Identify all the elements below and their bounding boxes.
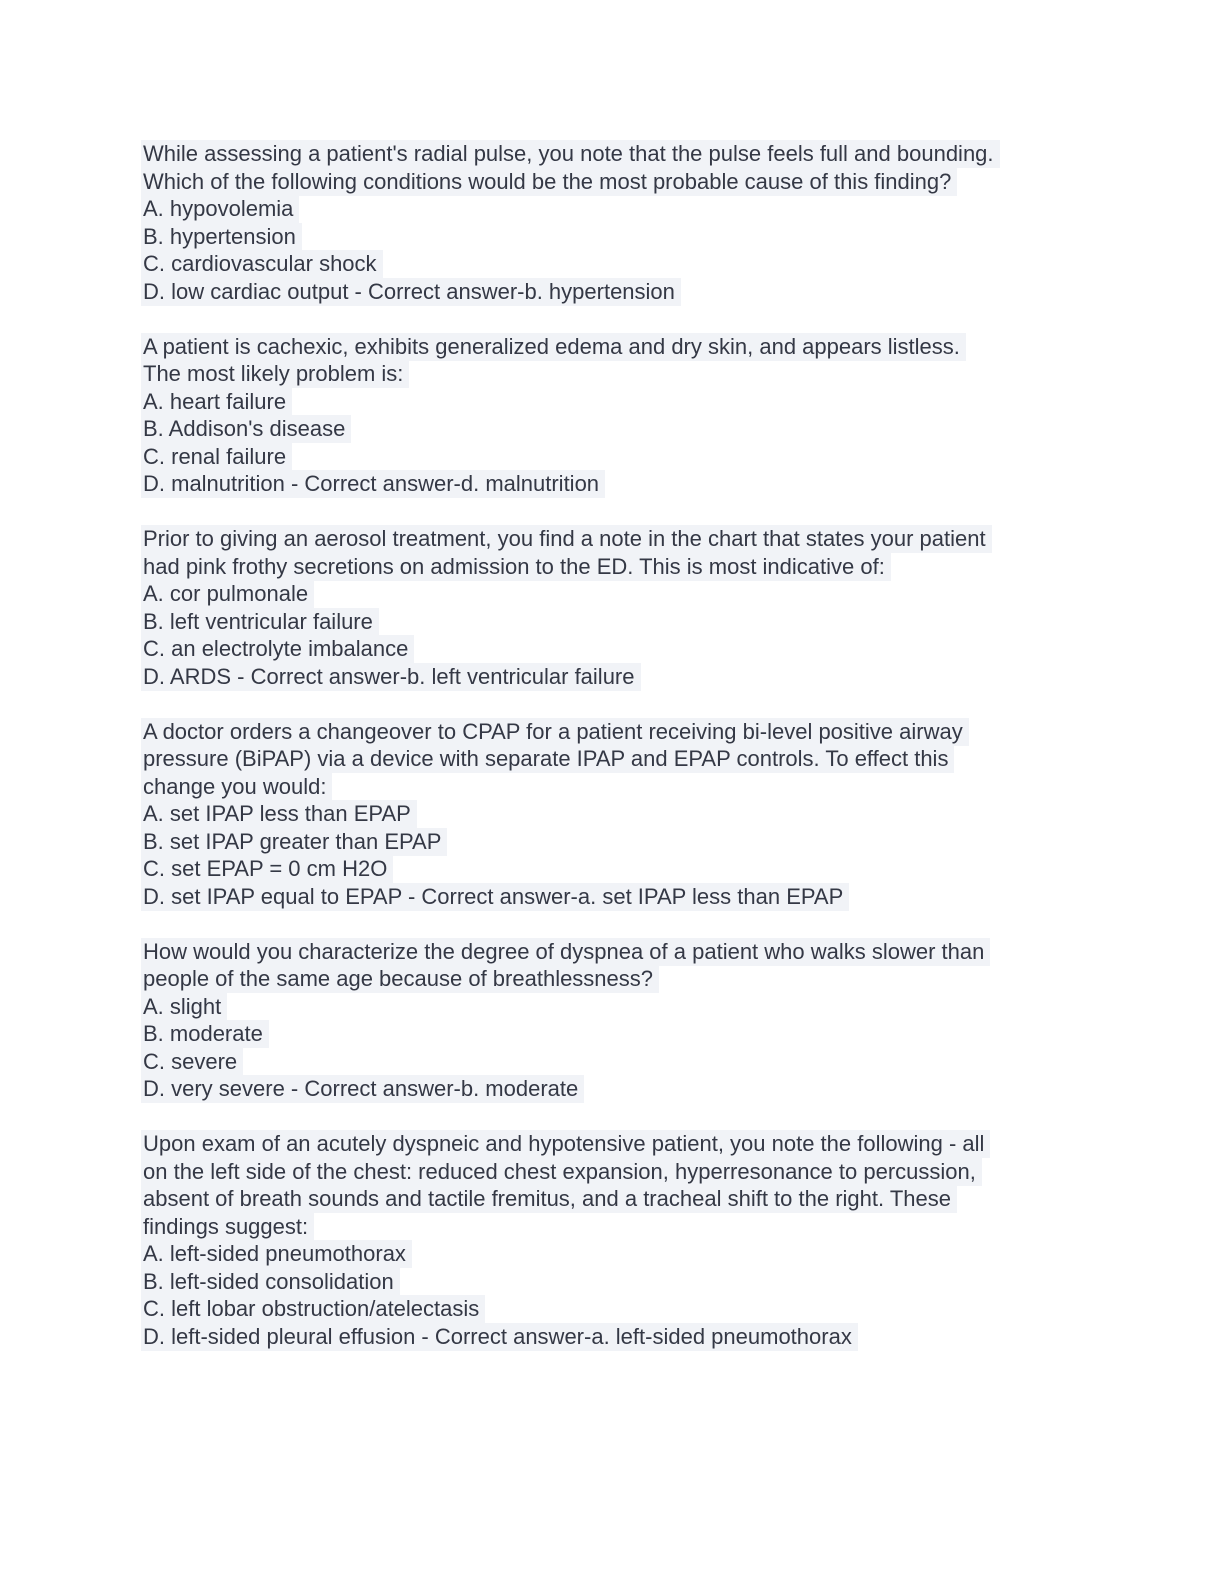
- question-line: [143, 745, 1088, 773]
- highlighted-text: Prior to giving an aerosol treatment, you find a note in the chart that states your patient: [141, 525, 992, 553]
- highlighted-text: D. left-sided pleural effusion - Correct answer-a. left-sided pneumothorax: [141, 1323, 858, 1351]
- highlighted-text: C. left lobar obstruction/atelectasis: [141, 1295, 485, 1323]
- question-line: [143, 250, 1088, 278]
- highlighted-text: absent of breath sounds and tactile fremitus, and a tracheal shift to the right. These: [141, 1185, 957, 1213]
- question-line: [143, 773, 1088, 801]
- question-line: [143, 663, 1088, 691]
- question-line: [143, 553, 1088, 581]
- highlighted-text: Which of the following conditions would be the most probable cause of this finding?: [141, 168, 957, 196]
- question-line: [143, 1130, 1088, 1158]
- question-line: [143, 1158, 1088, 1186]
- highlighted-text: change you would:: [141, 773, 332, 801]
- question-line: [143, 828, 1088, 856]
- question-line: [143, 580, 1088, 608]
- question-line: [143, 635, 1088, 663]
- question-line: [143, 1213, 1088, 1241]
- question-block: [143, 525, 1088, 690]
- question-block: [143, 140, 1088, 305]
- highlighted-text: had pink frothy secretions on admission to the ED. This is most indicative of:: [141, 553, 891, 581]
- highlighted-text: on the left side of the chest: reduced chest expansion, hyperresonance to percussion,: [141, 1158, 982, 1186]
- question-line: [143, 1240, 1088, 1268]
- question-line: [143, 223, 1088, 251]
- question-line: [143, 965, 1088, 993]
- highlighted-text: C. severe: [141, 1048, 243, 1076]
- question-line: [143, 278, 1088, 306]
- question-line: [143, 608, 1088, 636]
- question-line: [143, 1268, 1088, 1296]
- highlighted-text: While assessing a patient's radial pulse, you note that the pulse feels full and bounding.: [141, 140, 1000, 168]
- highlighted-text: A. cor pulmonale: [141, 580, 314, 608]
- highlighted-text: C. an electrolyte imbalance: [141, 635, 414, 663]
- highlighted-text: C. set EPAP = 0 cm H2O: [141, 855, 393, 883]
- highlighted-text: D. set IPAP equal to EPAP - Correct answer-a. set IPAP less than EPAP: [141, 883, 849, 911]
- question-line: [143, 470, 1088, 498]
- highlighted-text: people of the same age because of breathlessness?: [141, 965, 659, 993]
- question-block: [143, 333, 1088, 498]
- question-line: [143, 718, 1088, 746]
- highlighted-text: D. very severe - Correct answer-b. moderate: [141, 1075, 584, 1103]
- question-line: [143, 388, 1088, 416]
- question-line: [143, 855, 1088, 883]
- highlighted-text: How would you characterize the degree of dyspnea of a patient who walks slower than: [141, 938, 990, 966]
- highlighted-text: findings suggest:: [141, 1213, 314, 1241]
- question-line: [143, 800, 1088, 828]
- highlighted-text: B. left ventricular failure: [141, 608, 379, 636]
- highlighted-text: B. Addison's disease: [141, 415, 351, 443]
- question-line: [143, 195, 1088, 223]
- highlighted-text: A. set IPAP less than EPAP: [141, 800, 417, 828]
- highlighted-text: B. hypertension: [141, 223, 302, 251]
- question-line: [143, 1048, 1088, 1076]
- question-block: [143, 718, 1088, 911]
- highlighted-text: D. low cardiac output - Correct answer-b. hypertension: [141, 278, 681, 306]
- question-line: [143, 1323, 1088, 1351]
- question-line: [143, 333, 1088, 361]
- highlighted-text: A. slight: [141, 993, 227, 1021]
- highlighted-text: B. left-sided consolidation: [141, 1268, 400, 1296]
- question-block: [143, 1130, 1088, 1350]
- question-line: [143, 1185, 1088, 1213]
- question-line: [143, 883, 1088, 911]
- highlighted-text: C. renal failure: [141, 443, 292, 471]
- highlighted-text: A. hypovolemia: [141, 195, 299, 223]
- highlighted-text: The most likely problem is:: [141, 360, 409, 388]
- question-block: [143, 938, 1088, 1103]
- question-line: [143, 1075, 1088, 1103]
- highlighted-text: A doctor orders a changeover to CPAP for a patient receiving bi-level positive airway: [141, 718, 969, 746]
- highlighted-text: D. malnutrition - Correct answer-d. malnutrition: [141, 470, 605, 498]
- highlighted-text: A. heart failure: [141, 388, 292, 416]
- question-line: [143, 360, 1088, 388]
- highlighted-text: pressure (BiPAP) via a device with separate IPAP and EPAP controls. To effect this: [141, 745, 954, 773]
- question-line: [143, 415, 1088, 443]
- question-line: [143, 1020, 1088, 1048]
- question-line: [143, 443, 1088, 471]
- highlighted-text: A. left-sided pneumothorax: [141, 1240, 412, 1268]
- highlighted-text: B. set IPAP greater than EPAP: [141, 828, 447, 856]
- question-line: [143, 525, 1088, 553]
- document-body: [143, 140, 1088, 1378]
- question-line: [143, 1295, 1088, 1323]
- question-line: [143, 938, 1088, 966]
- question-line: [143, 168, 1088, 196]
- highlighted-text: A patient is cachexic, exhibits generalized edema and dry skin, and appears listless.: [141, 333, 966, 361]
- highlighted-text: B. moderate: [141, 1020, 269, 1048]
- highlighted-text: Upon exam of an acutely dyspneic and hypotensive patient, you note the following - all: [141, 1130, 990, 1158]
- question-line: [143, 993, 1088, 1021]
- highlighted-text: C. cardiovascular shock: [141, 250, 383, 278]
- question-line: [143, 140, 1088, 168]
- highlighted-text: D. ARDS - Correct answer-b. left ventricular failure: [141, 663, 641, 691]
